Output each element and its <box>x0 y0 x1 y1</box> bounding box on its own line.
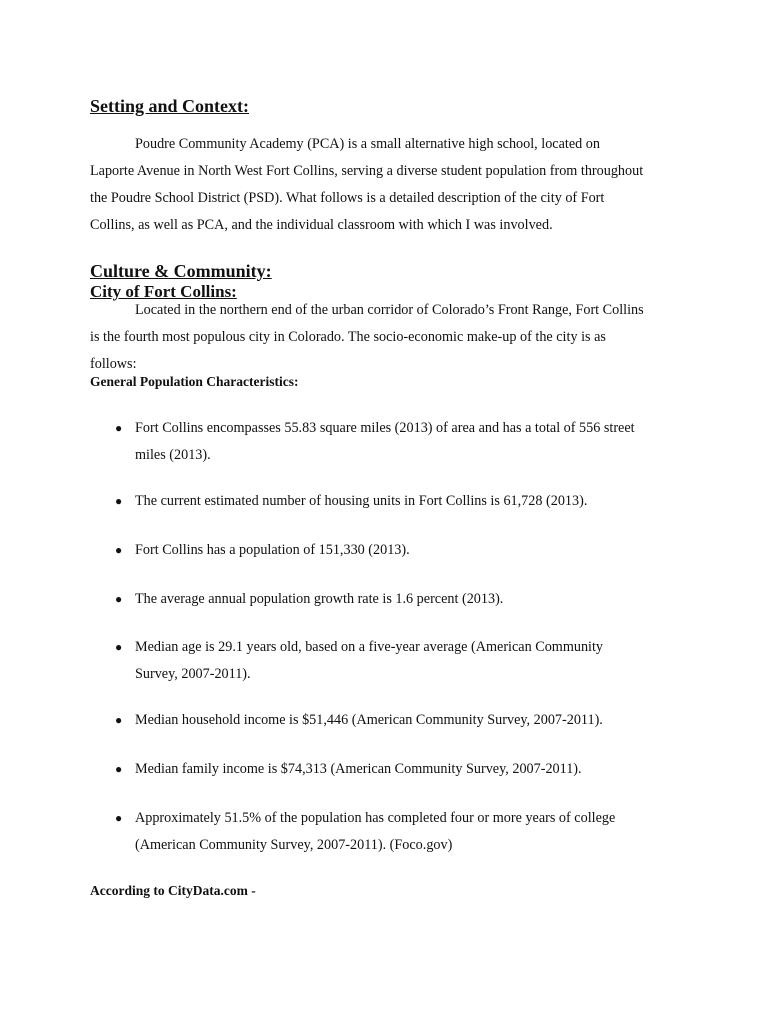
list-item-line: Approximately 51.5% of the population has completed four or more years of college <box>135 810 616 826</box>
list-item-text <box>135 488 675 515</box>
intro-paragraph <box>90 131 690 239</box>
bullet-icon: ● <box>115 543 123 557</box>
bullet-icon: ● <box>115 421 123 435</box>
list-item-line: The current estimated number of housing units in Fort Collins is 61,728 (2013). <box>135 493 588 509</box>
bullet-icon: ● <box>115 762 123 776</box>
bullet-icon: ● <box>115 713 123 727</box>
paragraph-line: Located in the northern end of the urban corridor of Colorado’s Front Range, Fort Collins <box>135 302 644 318</box>
paragraph-line: Laporte Avenue in North West Fort Collins, serving a diverse student population from throughout <box>90 163 644 179</box>
bullet-icon: ● <box>115 640 123 654</box>
list-item-text <box>135 756 675 783</box>
bullet-icon: ● <box>115 494 123 508</box>
list-item-text <box>135 537 675 564</box>
paragraph-line: Collins, as well as PCA, and the individual classroom with which I was involved. <box>90 217 553 233</box>
paragraph-line: is the fourth most populous city in Colorado. The socio-economic make-up of the city is as <box>90 329 606 345</box>
list-item-line: Median age is 29.1 years old, based on a five-year average (American Community <box>135 639 604 655</box>
list-item-line: Median family income is $74,313 (American Community Survey, 2007-2011). <box>135 761 582 777</box>
paragraph-line: the Poudre School District (PSD). What follows is a detailed description of the city of Fort <box>90 190 605 206</box>
list-item-text <box>135 586 675 613</box>
culture-community-heading: Culture & Community: <box>90 261 272 281</box>
list-item-line: The average annual population growth rate is 1.6 percent (2013). <box>135 591 504 607</box>
list-item-line: Median household income is $51,446 (American Community Survey, 2007-2011). <box>135 712 603 728</box>
setting-context-heading: Setting and Context: <box>90 96 250 116</box>
list-item-text <box>135 634 675 688</box>
general-population-heading: General Population Characteristics: <box>90 374 299 389</box>
list-item-text <box>135 805 675 859</box>
list-item-line: Fort Collins encompasses 55.83 square miles (2013) of area and has a total of 556 street <box>135 420 635 436</box>
list-item-line: miles (2013). <box>135 447 211 463</box>
citydata-heading: According to CityData.com - <box>90 883 256 898</box>
list-item-text <box>135 415 675 469</box>
bullet-icon: ● <box>115 592 123 606</box>
paragraph-line: follows: <box>90 356 137 372</box>
city-paragraph <box>90 297 690 378</box>
bullet-icon: ● <box>115 811 123 825</box>
list-item-line: Fort Collins has a population of 151,330 (2013). <box>135 542 410 558</box>
city-heading: City of Fort Collins: <box>90 282 237 301</box>
paragraph-line: Poudre Community Academy (PCA) is a small alternative high school, located on <box>135 136 600 152</box>
list-item-text <box>135 707 675 734</box>
list-item-line: (American Community Survey, 2007-2011). (Foco.gov) <box>135 837 453 853</box>
list-item-line: Survey, 2007-2011). <box>135 666 251 682</box>
